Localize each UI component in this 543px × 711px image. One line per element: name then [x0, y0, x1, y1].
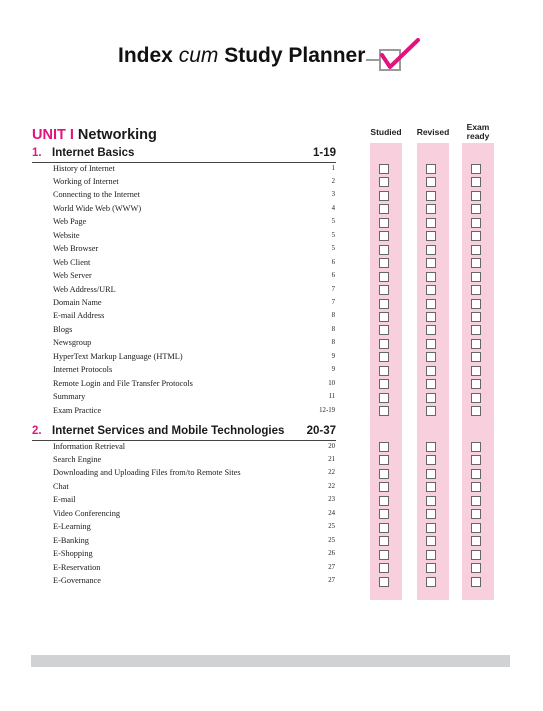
topic-page: 5: [331, 218, 335, 226]
section-number: 1.: [32, 147, 42, 159]
topic-name: E-Banking: [53, 535, 89, 545]
studied-checkbox[interactable]: [379, 312, 389, 322]
footer-bar: [31, 655, 510, 667]
exam-ready-checkbox[interactable]: [471, 523, 481, 533]
topic-name: E-Reservation: [53, 562, 101, 572]
topic-row: [53, 177, 335, 190]
topic-row: [53, 190, 335, 203]
topic-name: Internet Protocols: [53, 365, 113, 375]
topic-page: 27: [328, 577, 335, 584]
topic-row: [53, 204, 335, 217]
topic-page: 6: [331, 258, 335, 266]
revised-checkbox[interactable]: [426, 442, 436, 452]
exam-ready-checkbox[interactable]: [471, 393, 481, 403]
topic-name: Website: [53, 230, 80, 240]
exam-ready-checkbox[interactable]: [471, 218, 481, 228]
topic-name: Web Address/URL: [53, 284, 116, 294]
section-number: 2.: [32, 425, 42, 437]
exam-ready-checkbox[interactable]: [471, 204, 481, 214]
studied-checkbox[interactable]: [379, 325, 389, 335]
topic-page: 22: [328, 469, 335, 477]
exam-ready-checkbox[interactable]: [471, 299, 481, 309]
topic-name: Web Page: [53, 217, 87, 227]
topic-name: HyperText Markup Language (HTML): [53, 351, 183, 361]
exam-ready-checkbox[interactable]: [471, 272, 481, 282]
topic-name: Chat: [53, 481, 69, 491]
topic-page: 22: [328, 482, 335, 490]
studied-checkbox[interactable]: [379, 177, 389, 187]
exam-ready-checkbox[interactable]: [471, 352, 481, 362]
revised-checkbox[interactable]: [426, 393, 436, 403]
studied-checkbox[interactable]: [379, 509, 389, 519]
exam-ready-checkbox[interactable]: [471, 496, 481, 506]
topic-name: Summary: [53, 392, 86, 402]
topic-page: 10: [328, 379, 335, 387]
section-pages: 20-37: [306, 425, 336, 437]
column-header-exam-ready: Exam ready: [466, 122, 490, 141]
revised-checkbox[interactable]: [426, 339, 436, 349]
checkmark-icon: [366, 38, 422, 74]
column-header-studied: Studied: [370, 127, 402, 137]
topic-name: Web Browser: [53, 244, 99, 254]
section-heading: [32, 425, 336, 441]
topic-name: E-mail: [53, 495, 76, 505]
topic-page: 7: [331, 285, 335, 293]
topic-name: Domain Name: [53, 298, 102, 307]
topic-row: [53, 164, 335, 177]
exam-ready-checkbox[interactable]: [471, 563, 481, 573]
topic-name: Video Conferencing: [53, 508, 121, 518]
studied-checkbox[interactable]: [379, 469, 389, 479]
exam-ready-checkbox[interactable]: [471, 191, 481, 201]
revised-checkbox[interactable]: [426, 325, 436, 335]
topic-page: 6: [331, 272, 335, 280]
topic-page: 8: [331, 339, 335, 347]
topic-page: 2: [331, 177, 335, 185]
topic-page: 11: [328, 393, 335, 401]
exam-ready-checkbox[interactable]: [471, 312, 481, 322]
topic-row: [53, 298, 335, 311]
topic-row: [53, 563, 335, 576]
topic-name: E-Learning: [53, 522, 91, 532]
topic-name: E-Shopping: [53, 549, 93, 559]
studied-checkbox[interactable]: [379, 523, 389, 533]
revised-checkbox[interactable]: [426, 164, 436, 174]
topic-page: 20: [328, 442, 335, 450]
topic-row: [53, 468, 335, 481]
studied-checkbox[interactable]: [379, 406, 389, 416]
studied-checkbox[interactable]: [379, 285, 389, 295]
revised-checkbox[interactable]: [426, 352, 436, 362]
exam-ready-checkbox[interactable]: [471, 177, 481, 187]
topic-page: 9: [331, 352, 335, 360]
studied-checkbox[interactable]: [379, 339, 389, 349]
topic-name: Connecting to the Internet: [53, 190, 140, 200]
topic-row: [53, 244, 335, 257]
section-heading: [32, 147, 336, 163]
topic-row: [53, 549, 335, 562]
studied-checkbox[interactable]: [379, 299, 389, 309]
topic-name: Web Client: [53, 257, 91, 267]
exam-ready-checkbox[interactable]: [471, 550, 481, 560]
revised-checkbox[interactable]: [426, 204, 436, 214]
topic-row: [53, 509, 335, 522]
topic-name: Downloading and Uploading Files from/to Remote Sites: [53, 468, 241, 478]
exam-ready-checkbox[interactable]: [471, 482, 481, 492]
topic-page: 12-19: [319, 406, 335, 414]
topic-page: 5: [331, 245, 335, 253]
topic-name: Web Server: [53, 271, 92, 281]
studied-checkbox[interactable]: [379, 482, 389, 492]
revised-checkbox[interactable]: [426, 245, 436, 255]
revised-checkbox[interactable]: [426, 563, 436, 573]
exam-ready-checkbox[interactable]: [471, 339, 481, 349]
studied-checkbox[interactable]: [379, 218, 389, 228]
revised-checkbox[interactable]: [426, 258, 436, 268]
studied-checkbox[interactable]: [379, 245, 389, 255]
studied-checkbox[interactable]: [379, 191, 389, 201]
studied-checkbox[interactable]: [379, 455, 389, 465]
topic-page: 7: [331, 299, 335, 306]
exam-ready-checkbox[interactable]: [471, 164, 481, 174]
topic-row: [53, 536, 335, 549]
exam-ready-checkbox[interactable]: [471, 245, 481, 255]
topic-page: 5: [331, 231, 335, 239]
revised-checkbox[interactable]: [426, 455, 436, 465]
exam-ready-checkbox[interactable]: [471, 231, 481, 241]
revised-checkbox[interactable]: [426, 577, 436, 587]
studied-checkbox[interactable]: [379, 577, 389, 587]
studied-checkbox[interactable]: [379, 272, 389, 282]
topic-name: E-Governance: [53, 576, 101, 585]
topic-name: Information Retrieval: [53, 441, 126, 451]
page-title: Index cum Study Planner: [118, 44, 366, 67]
exam-ready-checkbox[interactable]: [471, 442, 481, 452]
studied-checkbox[interactable]: [379, 204, 389, 214]
topic-row: [53, 522, 335, 535]
revised-checkbox[interactable]: [426, 536, 436, 546]
studied-checkbox[interactable]: [379, 563, 389, 573]
topic-page: 26: [328, 550, 335, 558]
studied-checkbox[interactable]: [379, 550, 389, 560]
revised-checkbox[interactable]: [426, 299, 436, 309]
topic-page: 21: [328, 455, 335, 463]
exam-ready-checkbox[interactable]: [471, 285, 481, 295]
revised-checkbox[interactable]: [426, 312, 436, 322]
topic-row: [53, 379, 335, 392]
exam-ready-checkbox[interactable]: [471, 258, 481, 268]
revised-checkbox[interactable]: [426, 177, 436, 187]
topic-row: [53, 325, 335, 338]
topic-row: [53, 442, 335, 455]
topic-row: [53, 495, 335, 508]
revised-checkbox[interactable]: [426, 191, 436, 201]
topic-page: 23: [328, 496, 335, 504]
revised-checkbox[interactable]: [426, 496, 436, 506]
revised-checkbox[interactable]: [426, 406, 436, 416]
section-pages: 1-19: [312, 147, 336, 159]
topic-row: [53, 482, 335, 495]
studied-checkbox[interactable]: [379, 231, 389, 241]
topic-row: [53, 311, 335, 324]
topic-name: Blogs: [53, 324, 73, 334]
studied-checkbox[interactable]: [379, 366, 389, 376]
exam-ready-checkbox[interactable]: [471, 406, 481, 416]
revised-checkbox[interactable]: [426, 231, 436, 241]
topic-row: [53, 352, 335, 365]
studied-checkbox[interactable]: [379, 258, 389, 268]
topic-row: [53, 285, 335, 298]
revised-checkbox[interactable]: [426, 509, 436, 519]
topic-page: 24: [328, 509, 335, 517]
topic-page: 8: [331, 312, 335, 320]
unit-title: UNIT I Networking: [32, 127, 157, 143]
studied-checkbox[interactable]: [379, 496, 389, 506]
topic-row: [53, 392, 335, 405]
revised-checkbox[interactable]: [426, 366, 436, 376]
topic-page: 25: [328, 536, 335, 544]
exam-ready-checkbox[interactable]: [471, 536, 481, 546]
revised-checkbox[interactable]: [426, 272, 436, 282]
topic-name: Exam Practice: [53, 405, 102, 415]
section-title: Internet Services and Mobile Technologies: [52, 425, 285, 437]
studied-checkbox[interactable]: [379, 442, 389, 452]
studied-checkbox[interactable]: [379, 393, 389, 403]
revised-checkbox[interactable]: [426, 285, 436, 295]
topic-page: 1: [331, 164, 335, 172]
topic-row: [53, 455, 335, 468]
exam-ready-checkbox[interactable]: [471, 455, 481, 465]
studied-checkbox[interactable]: [379, 164, 389, 174]
exam-ready-checkbox[interactable]: [471, 469, 481, 479]
topic-page: 27: [328, 563, 335, 571]
exam-ready-checkbox[interactable]: [471, 366, 481, 376]
studied-checkbox[interactable]: [379, 536, 389, 546]
exam-ready-checkbox[interactable]: [471, 577, 481, 587]
topic-page: 9: [331, 366, 335, 374]
topic-row: [53, 365, 335, 378]
topic-row: [53, 576, 335, 589]
topic-row: [53, 258, 335, 271]
revised-checkbox[interactable]: [426, 379, 436, 389]
topic-name: World Wide Web (WWW): [53, 203, 142, 213]
topic-name: E-mail Address: [53, 311, 105, 321]
studied-checkbox[interactable]: [379, 379, 389, 389]
exam-ready-checkbox[interactable]: [471, 325, 481, 335]
revised-checkbox[interactable]: [426, 550, 436, 560]
exam-ready-checkbox[interactable]: [471, 379, 481, 389]
revised-checkbox[interactable]: [426, 218, 436, 228]
topic-name: Newsgroup: [53, 338, 92, 348]
topic-row: [53, 217, 335, 230]
topic-name: Remote Login and File Transfer Protocols: [53, 378, 193, 388]
topic-name: Search Engine: [53, 454, 102, 464]
column-header-revised: Revised: [416, 127, 450, 137]
topic-row: [53, 406, 335, 419]
section-title: Internet Basics: [52, 147, 135, 159]
revised-checkbox[interactable]: [426, 469, 436, 479]
topic-page: 4: [331, 204, 335, 212]
exam-ready-checkbox[interactable]: [471, 509, 481, 519]
studied-checkbox[interactable]: [379, 352, 389, 362]
topic-page: 8: [331, 325, 335, 333]
topic-row: [53, 338, 335, 351]
topic-name: History of Internet: [53, 163, 115, 173]
topic-name: Working of Internet: [53, 176, 119, 186]
revised-checkbox[interactable]: [426, 482, 436, 492]
topic-page: 3: [331, 191, 335, 199]
topic-row: [53, 231, 335, 244]
revised-checkbox[interactable]: [426, 523, 436, 533]
topic-page: 25: [328, 523, 335, 531]
topic-row: [53, 271, 335, 284]
